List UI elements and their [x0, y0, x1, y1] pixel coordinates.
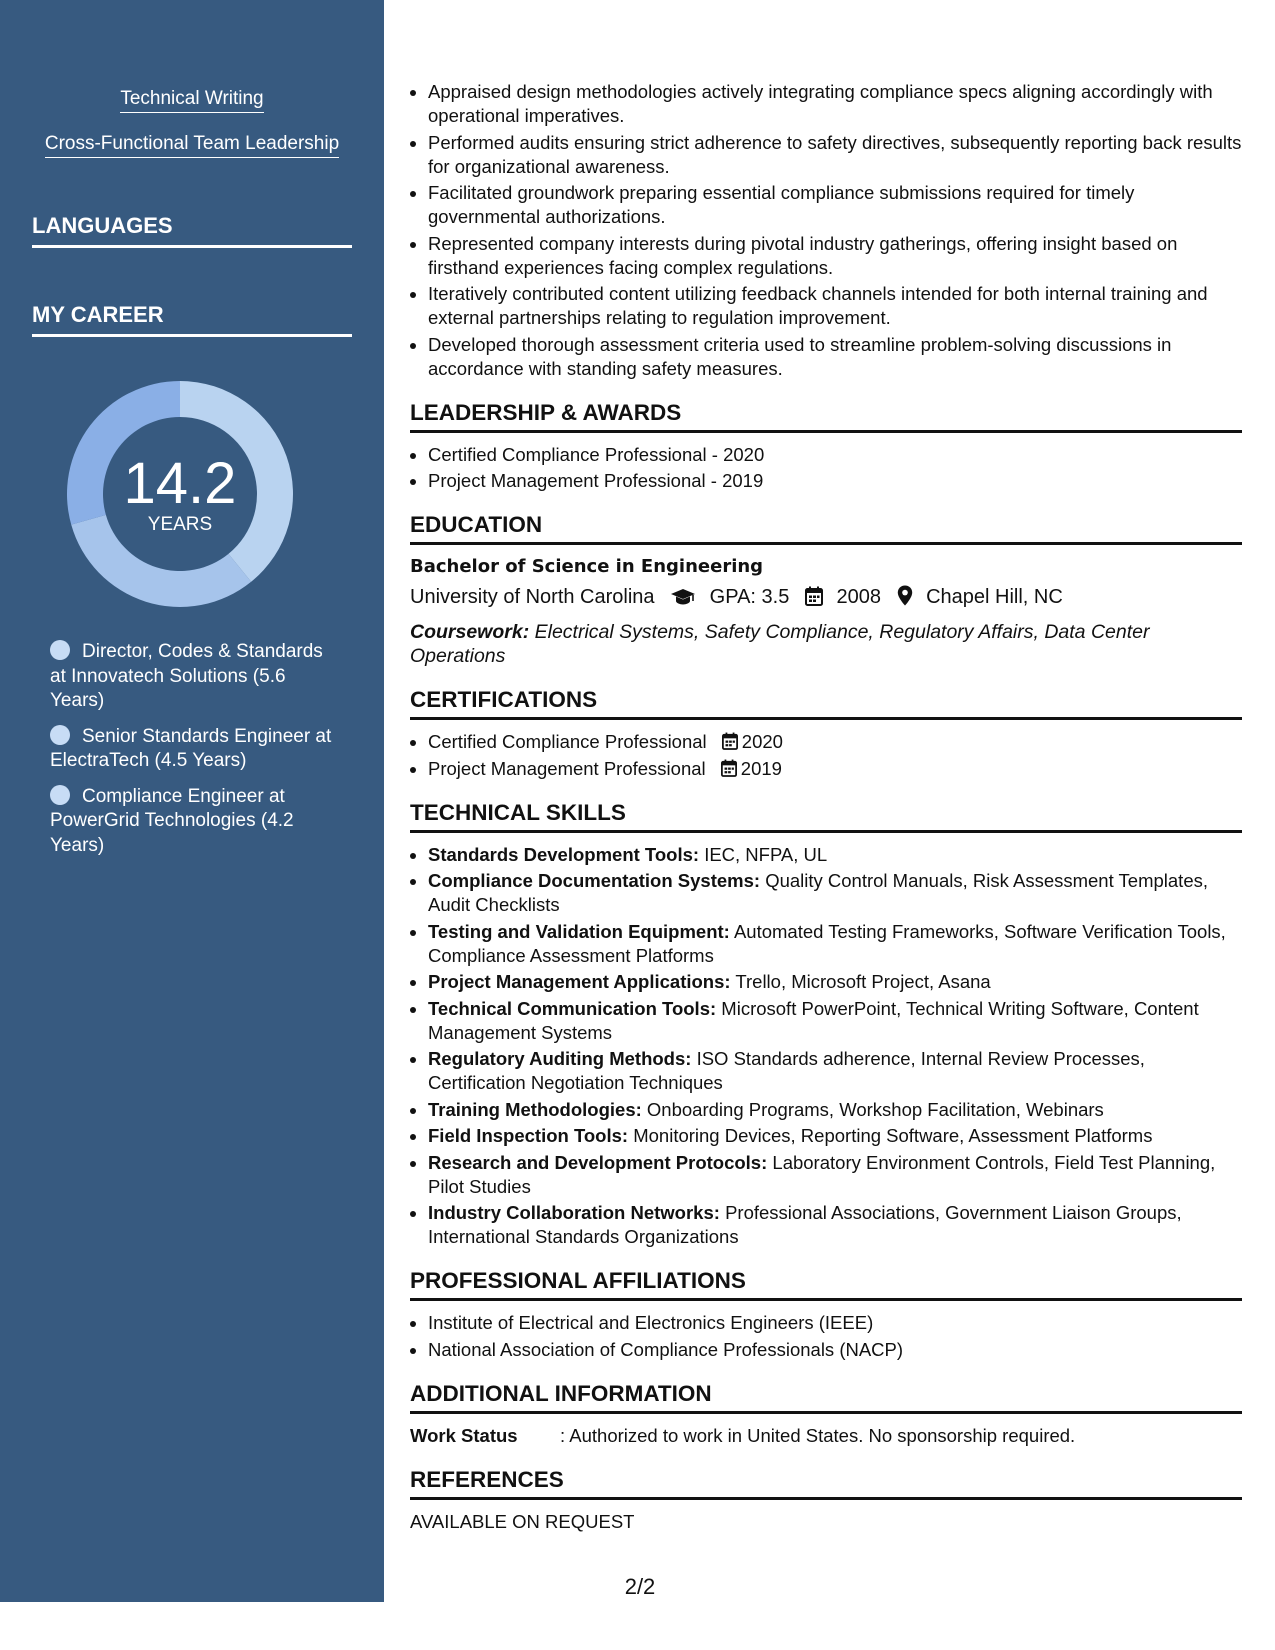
experience-bullet: • Appraised design methodologies actively integrating compliance specs aligning accordingly with operational imperatives.	[428, 80, 1242, 128]
references-heading: REFERENCES	[410, 1467, 1242, 1500]
skill-label[interactable]: Technical Writing	[120, 88, 263, 113]
skill-link[interactable]	[0, 133, 384, 158]
experience-bullet: • Iteratively contributed content utilizing feedback channels intended for both internal training and external partnerships relating to regulation improvement.	[428, 282, 1242, 330]
certification-year: 2020	[741, 731, 783, 752]
graduation-year: 2008	[836, 586, 881, 608]
career-years-unit: YEARS	[147, 514, 213, 535]
skill-category: Field Inspection Tools:	[428, 1125, 629, 1146]
work-status-label: Work Status	[410, 1424, 518, 1446]
affiliations-list	[410, 1311, 1242, 1362]
legend-dot-icon	[50, 640, 70, 660]
main-content	[410, 80, 1242, 1534]
education-heading: EDUCATION	[410, 512, 1242, 545]
references-text: AVAILABLE ON REQUEST	[410, 1510, 635, 1532]
skill-values: ISO Standards adherence, Internal Review Processes, Certification Negotiation Techniques	[428, 1048, 1145, 1093]
skill-category: Research and Development Protocols:	[428, 1151, 768, 1173]
coursework-list: Electrical Systems, Safety Compliance, Regulatory Affairs, Data Center Operations	[410, 621, 1150, 667]
skill-values: Professional Associations, Government Liaison Groups, International Standards Organizations	[428, 1202, 1182, 1247]
degree-title: Bachelor of Science in Engineering	[410, 556, 764, 577]
technical-skills-heading: TECHNICAL SKILLS	[410, 800, 1242, 833]
certification-name: Certified Compliance Professional	[428, 731, 707, 752]
calendar-icon	[805, 586, 823, 614]
certification-item	[428, 730, 1242, 754]
career-heading: MY CAREER	[32, 302, 352, 337]
career-legend-item	[50, 725, 340, 774]
coursework-label: Coursework:	[410, 621, 530, 643]
career-legend-item	[50, 785, 340, 859]
languages-heading: LANGUAGES	[32, 213, 352, 248]
technical-skill-item	[428, 1124, 1242, 1148]
skill-values: Laboratory Environment Controls, Field Test Planning, Pilot Studies	[428, 1151, 1216, 1197]
affiliation-item: • National Association of Compliance Professionals (NACP)	[428, 1338, 1242, 1362]
career-legend-item	[50, 640, 340, 714]
technical-skills-list	[410, 843, 1242, 1250]
legend-dot-icon	[50, 785, 70, 805]
affiliation-item: • Institute of Electrical and Electronics Engineers (IEEE)	[428, 1311, 1242, 1335]
certification-name: Project Management Professional	[428, 757, 706, 779]
career-legend-label: Director, Codes & Standards at Innovatech Solutions (5.6 Years)	[50, 641, 323, 711]
calendar-icon	[721, 759, 737, 777]
graduation-cap-icon	[670, 586, 696, 614]
experience-bullet: • Facilitated groundwork preparing essential compliance submissions required for timely governmental authorizations.	[428, 181, 1242, 229]
skill-category: Project Management Applications:	[428, 971, 731, 992]
skill-values: IEC, NFPA, UL	[704, 843, 828, 865]
technical-skill-item	[428, 970, 1242, 994]
work-status-row	[410, 1424, 1242, 1448]
skill-values: Trello, Microsoft Project, Asana	[735, 971, 991, 992]
education-details	[410, 583, 1242, 614]
legend-dot-icon	[50, 725, 70, 745]
gpa: GPA: 3.5	[709, 586, 790, 608]
certifications-heading: CERTIFICATIONS	[410, 687, 1242, 720]
technical-skill-item	[428, 843, 1242, 867]
technical-skill-item	[428, 1201, 1242, 1249]
page-number: 2/2	[624, 1574, 656, 1599]
skill-values: Automated Testing Frameworks, Software Verification Tools, Compliance Assessment Platforms	[428, 920, 1226, 966]
experience-bullet: • Developed thorough assessment criteria used to streamline problem-solving discussions in accordance with standing safety measures.	[428, 333, 1242, 381]
technical-skill-item	[428, 1047, 1242, 1095]
calendar-icon	[722, 732, 738, 750]
skill-link[interactable]	[0, 88, 384, 113]
skill-category: Technical Communication Tools:	[428, 997, 717, 1019]
skill-values: Quality Control Manuals, Risk Assessment Templates, Audit Checklists	[428, 870, 1208, 915]
affiliations-heading: PROFESSIONAL AFFILIATIONS	[410, 1268, 1242, 1301]
school-name: University of North Carolina	[410, 586, 655, 608]
coursework	[410, 620, 1242, 668]
sidebar	[0, 0, 384, 1602]
career-legend-label: Senior Standards Engineer at ElectraTech (4.5 Years)	[50, 725, 332, 771]
technical-skill-item	[428, 997, 1242, 1045]
certifications-list	[410, 730, 1242, 781]
work-status-value: : Authorized to work in United States. No sponsorship required.	[560, 1424, 1076, 1446]
leadership-heading: LEADERSHIP & AWARDS	[410, 400, 1242, 433]
experience-bullets	[410, 80, 1242, 381]
career-total-years: 14.2	[123, 451, 237, 516]
career-donut-chart	[66, 380, 294, 608]
career-legend	[50, 640, 340, 869]
skill-label[interactable]: Cross-Functional Team Leadership	[45, 133, 339, 158]
technical-skill-item	[428, 920, 1242, 968]
skill-values: Monitoring Devices, Reporting Software, Assessment Platforms	[633, 1125, 1153, 1146]
technical-skill-item	[428, 869, 1242, 917]
experience-bullet: • Represented company interests during pivotal industry gatherings, offering insight based on firsthand experiences facing complex regulations.	[428, 232, 1242, 280]
certification-item	[428, 757, 1242, 781]
skill-category: Regulatory Auditing Methods:	[428, 1048, 692, 1069]
skill-category: Training Methodologies:	[428, 1098, 642, 1120]
technical-skill-item	[428, 1098, 1242, 1122]
technical-skill-item	[428, 1151, 1242, 1199]
skill-values: Microsoft PowerPoint, Technical Writing Software, Content Management Systems	[428, 997, 1199, 1043]
skill-category: Standards Development Tools:	[428, 843, 700, 865]
leadership-list	[410, 443, 1242, 494]
skill-values: Onboarding Programs, Workshop Facilitation, Webinars	[646, 1098, 1104, 1120]
career-legend-label: Compliance Engineer at PowerGrid Technologies (4.2 Years)	[50, 785, 294, 856]
school-location: Chapel Hill, NC	[926, 586, 1063, 608]
skill-category: Testing and Validation Equipment:	[428, 920, 730, 942]
skill-category: Industry Collaboration Networks:	[428, 1202, 720, 1223]
additional-info-heading: ADDITIONAL INFORMATION	[410, 1381, 1242, 1414]
skill-category: Compliance Documentation Systems:	[428, 870, 761, 891]
leadership-item: • Certified Compliance Professional - 2020	[428, 443, 1242, 467]
certification-year: 2019	[740, 757, 782, 779]
map-pin-icon	[897, 585, 913, 614]
certification-date	[721, 757, 782, 781]
leadership-item: • Project Management Professional - 2019	[428, 469, 1242, 493]
experience-bullet: • Performed audits ensuring strict adherence to safety directives, subsequently reporting back results for organizational awareness.	[428, 131, 1242, 179]
certification-date	[722, 730, 783, 754]
